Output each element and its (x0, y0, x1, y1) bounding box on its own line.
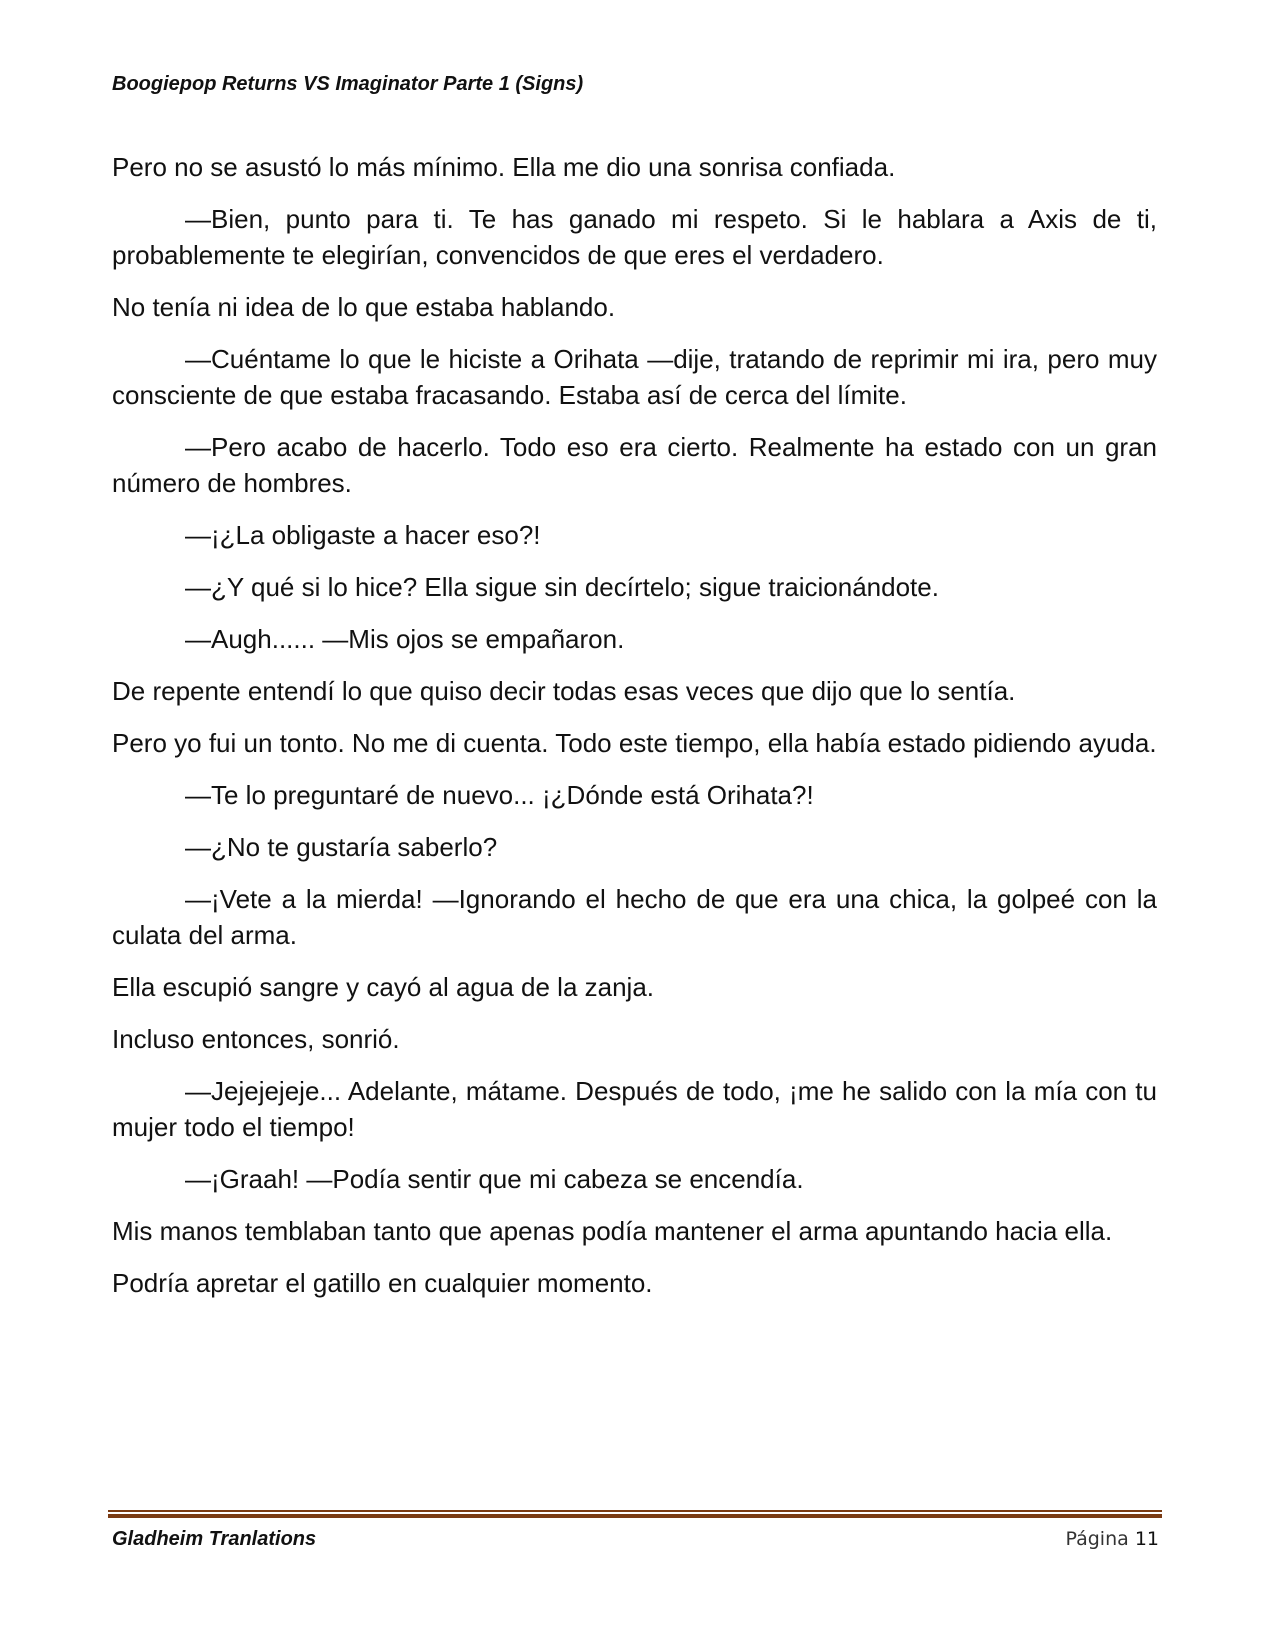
paragraph-8: —Augh...... —Mis ojos se empañaron. (185, 624, 625, 654)
footer-credit: Gladheim Tranlations (112, 1528, 317, 1550)
footer-page-number (1065, 1528, 1159, 1550)
body-text (112, 149, 1157, 1317)
paragraph-6: —¡¿La obligaste a hacer eso?! (185, 520, 541, 550)
paragraph-15: Incluso entonces, sonrió. (112, 1024, 400, 1054)
paragraph-16: —Jejejejeje... Adelante, mátame. Después de todo, ¡me he salido con la mía con tu mujer todo el tiempo! (112, 1076, 1157, 1142)
footer-rule (108, 1510, 1162, 1518)
paragraph-2: —Bien, punto para ti. Te has ganado mi respeto. Si le hablara a Axis de ti, probablemente te elegirían, convencidos de que eres el verdadero. (112, 204, 1157, 270)
page-label: Página (1065, 1528, 1129, 1550)
page-number: 11 (1134, 1528, 1159, 1550)
paragraph-12: —¿No te gustaría saberlo? (185, 832, 498, 862)
footer-rule-thick-line (108, 1514, 1162, 1518)
paragraph-7: —¿Y qué si lo hice? Ella sigue sin decírtelo; sigue traicionándote. (185, 572, 939, 602)
paragraph-10: Pero yo fui un tonto. No me di cuenta. Todo este tiempo, ella había estado pidiendo ayuda. (112, 728, 1157, 758)
paragraph-5: —Pero acabo de hacerlo. Todo eso era cierto. Realmente ha estado con un gran número de hombres. (112, 432, 1157, 498)
paragraph-4: —Cuéntame lo que le hiciste a Orihata —dije, tratando de reprimir mi ira, pero muy consciente de que estaba fracasando. Estaba así de cerca del límite. (112, 344, 1157, 410)
paragraph-18: Mis manos temblaban tanto que apenas podía mantener el arma apuntando hacia ella. (112, 1216, 1113, 1246)
paragraph-14: Ella escupió sangre y cayó al agua de la zanja. (112, 972, 655, 1002)
paragraph-11: —Te lo preguntaré de nuevo... ¡¿Dónde está Orihata?! (185, 780, 814, 810)
header-title: Boogiepop Returns VS Imaginator Parte 1 (Signs) (112, 73, 584, 95)
paragraph-13: —¡Vete a la mierda! —Ignorando el hecho de que era una chica, la golpeé con la culata del arma. (112, 884, 1157, 950)
paragraph-3: No tenía ni idea de lo que estaba hablando. (112, 292, 616, 322)
paragraph-1: Pero no se asustó lo más mínimo. Ella me dio una sonrisa confiada. (112, 152, 896, 182)
paragraph-9: De repente entendí lo que quiso decir todas esas veces que dijo que lo sentía. (112, 676, 1016, 706)
paragraph-17: —¡Graah! —Podía sentir que mi cabeza se encendía. (185, 1164, 804, 1194)
paragraph-19: Podría apretar el gatillo en cualquier momento. (112, 1268, 653, 1298)
